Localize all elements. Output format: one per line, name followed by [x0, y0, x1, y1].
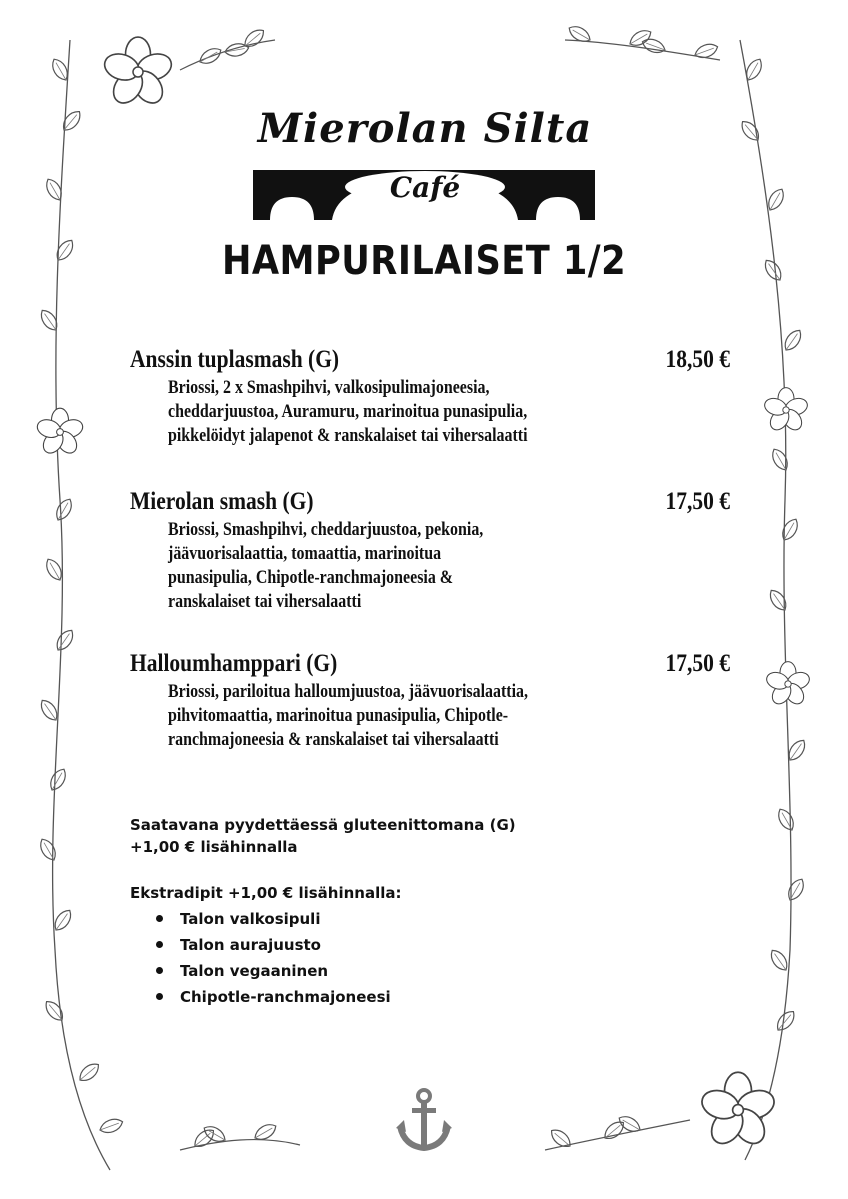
menu-item-description [168, 376, 605, 448]
extras-heading: Ekstradipit +1,00 € lisähinnalla: [130, 884, 402, 902]
description-line: punasipulia, Chipotle-ranchmajoneesia & [168, 567, 454, 588]
menu-item-description [168, 518, 605, 614]
description-line: Briossi, 2 x Smashpihvi, valkosipulimajoneesia, [168, 377, 490, 398]
menu-item-description [168, 680, 605, 752]
gluten-note-line: Saatavana pyydettäessä gluteenittomana (G) [130, 816, 516, 834]
description-line: pihvitomaattia, marinoitua punasipulia, Chipotle- [168, 705, 509, 726]
description-line: ranchmajoneesia & ranskalaiset tai vihersalaatti [168, 729, 499, 750]
logo-name: Mierolan Silta [257, 105, 593, 152]
extra-label: Talon valkosipuli [180, 910, 321, 928]
description-line: jäävuorisalaattia, tomaattia, marinoitua [168, 543, 442, 564]
list-item [152, 932, 402, 958]
extras-section [130, 882, 402, 1010]
menu-item-name: Mierolan smash (G) [130, 488, 314, 515]
gluten-free-note [130, 814, 516, 858]
extra-label: Chipotle-ranchmajoneesi [180, 988, 391, 1006]
cafe-logo [250, 105, 600, 235]
description-line: cheddarjuustoa, Auramuru, marinoitua punasipulia, [168, 401, 528, 422]
description-line: ranskalaiset tai vihersalaatti [168, 591, 362, 612]
extra-label: Talon vegaaninen [180, 962, 329, 980]
menu-item-name: Halloumhamppari (G) [130, 650, 338, 677]
list-item [152, 906, 402, 932]
description-line: Briossi, pariloitua halloumjuustoa, jäävuorisalaattia, [168, 681, 529, 702]
bullet-icon [156, 941, 163, 948]
bullet-icon [156, 967, 163, 974]
menu-item [130, 346, 730, 448]
bullet-icon [156, 915, 163, 922]
flower-icon [764, 662, 811, 708]
description-line: Briossi, Smashpihvi, cheddarjuustoa, pekonia, [168, 519, 484, 540]
menu-item-price: 18,50 € [665, 346, 730, 373]
menu-item [130, 488, 730, 614]
flower-icon [101, 37, 175, 109]
menu-item-price: 17,50 € [665, 488, 730, 515]
menu-item-price: 17,50 € [665, 650, 730, 677]
page-title: HAMPURILAISET 1/2 [221, 238, 627, 284]
flower-icon [35, 408, 85, 457]
description-line: pikkelöidyt jalapenot & ranskalaiset tai vihersalaatti [168, 425, 528, 446]
menu-item [130, 650, 730, 752]
list-item [152, 984, 402, 1010]
menu-item-name: Anssin tuplasmash (G) [130, 346, 340, 373]
extras-list [152, 906, 402, 1010]
logo-subtitle: Café [389, 171, 461, 204]
bullet-icon [156, 993, 163, 1000]
gluten-note-line: +1,00 € lisähinnalla [130, 838, 298, 856]
leaf-branch-icon [738, 56, 809, 1034]
list-item [152, 958, 402, 984]
extra-label: Talon aurajuusto [180, 936, 321, 954]
flower-icon [698, 1072, 777, 1149]
leaf-branch-icon [37, 56, 125, 1135]
anchor-icon [396, 1088, 452, 1152]
